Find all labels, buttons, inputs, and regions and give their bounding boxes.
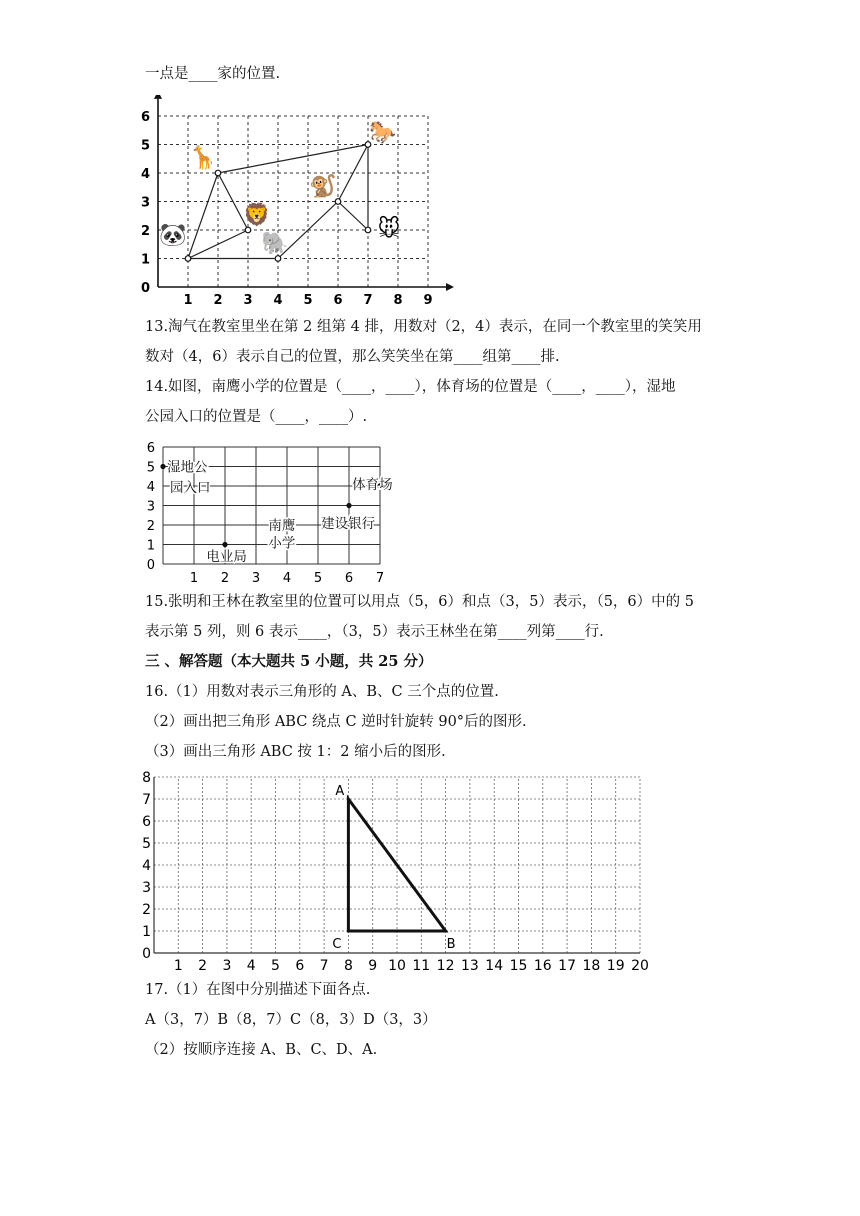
x-axis-arrow	[446, 283, 454, 291]
y-tick-label: 4	[140, 167, 150, 182]
y-tick-label: 2	[142, 902, 151, 918]
x-tick-label: 8	[343, 958, 353, 973]
x-tick-label: 16	[533, 958, 552, 973]
wetland-label-line1: 湿地公	[167, 459, 208, 476]
x-tick-label: 6	[333, 293, 343, 308]
x-tick-label: 7	[375, 571, 385, 586]
q13-line-1: 13.淘气在教室里坐在第 2 组第 4 排，用数对（2，4）表示，在同一个教室里的笑笑用	[145, 319, 702, 335]
x-tick-label: 1	[189, 571, 199, 586]
y-tick-label: 1	[140, 252, 150, 268]
x-tick-label: 7	[363, 293, 373, 308]
x-tick-label: 5	[303, 293, 313, 308]
x-tick-label: 20	[631, 958, 649, 973]
y-tick-label: 4	[146, 480, 155, 495]
y-tick-label: 3	[146, 499, 155, 515]
q17-line-3: （2）按顺序连接 A、B、C、D、A.	[145, 1042, 378, 1058]
y-tick-label: 8	[142, 770, 151, 786]
y-tick-label: 6	[140, 110, 150, 125]
x-tick-label: 4	[273, 293, 283, 308]
section-3-heading: 三 、解答题（本大题共 5 小题，共 25 分）	[145, 653, 433, 670]
map-point	[222, 542, 227, 547]
x-tick-label: 6	[344, 571, 354, 586]
x-tick-label: 3	[243, 293, 253, 308]
q12-tail-text: 一点是____家的位置.	[145, 66, 281, 82]
map-grid-svg	[140, 434, 400, 589]
y-tick-label: 2	[146, 519, 155, 534]
q13-line-2: 数对（4，6）表示自己的位置，那么笑笑坐在第____组第____排.	[145, 349, 560, 365]
y-tick-label: 5	[140, 138, 150, 154]
horse-icon: 🐎	[369, 120, 397, 146]
x-tick-label: 4	[282, 571, 292, 586]
q17-line-2: A（3，7）B（8，7）C（8，3）D（3，3）	[145, 1012, 437, 1028]
power-bureau-label: 电业局	[206, 549, 247, 566]
x-tick-label: 3	[251, 571, 261, 586]
x-tick-label: 18	[582, 958, 601, 973]
animal-grid-svg	[140, 95, 460, 310]
path-segment	[218, 145, 368, 174]
y-axis-arrow	[154, 95, 162, 99]
grid-point	[185, 256, 191, 262]
panda-icon: 🐼	[159, 222, 187, 248]
mouse-icon: 🐭	[377, 217, 401, 243]
giraffe-icon: 🦒	[189, 145, 217, 171]
x-tick-label: 2	[213, 293, 223, 308]
y-tick-label: 7	[142, 792, 151, 808]
bank-label: 建设银行	[321, 516, 376, 533]
school-label-line1: 南鹰	[268, 518, 296, 534]
y-tick-label: 0	[142, 946, 151, 962]
x-tick-label: 6	[295, 958, 305, 973]
y-tick-label: 2	[140, 224, 150, 239]
x-tick-label: 5	[271, 958, 280, 973]
x-tick-label: 19	[606, 958, 625, 973]
x-tick-label: 7	[319, 958, 329, 973]
vertex-a-label: A	[335, 784, 345, 799]
y-tick-label: 0	[140, 281, 150, 296]
path-segment	[188, 173, 218, 259]
school-label-line2: 小学	[268, 535, 296, 552]
y-tick-label: 0	[146, 558, 155, 573]
monkey-icon: 🐒	[309, 174, 337, 200]
x-tick-label: 14	[485, 958, 504, 973]
y-tick-label: 5	[146, 460, 155, 476]
q15-line-1: 15.张明和王林在教室里的位置可以用点（5，6）和点（3，5）表示，（5，6）中的 5	[145, 594, 694, 610]
grid-point	[335, 199, 341, 205]
path-segment	[338, 202, 368, 231]
map-grid-figure	[140, 434, 400, 589]
x-tick-label: 1	[183, 293, 193, 308]
x-tick-label: 9	[423, 293, 433, 308]
x-tick-label: 10	[388, 958, 406, 973]
elephant-icon: 🐘	[261, 231, 289, 257]
grid-point	[365, 227, 371, 233]
q16-line-3: （3）画出三角形 ABC 按 1：2 缩小后的图形.	[145, 744, 446, 760]
x-tick-label: 9	[368, 958, 378, 973]
x-tick-label: 5	[313, 571, 323, 586]
x-tick-label: 12	[436, 958, 455, 973]
map-point	[346, 503, 351, 508]
y-tick-label: 3	[142, 880, 151, 896]
y-tick-label: 6	[146, 441, 155, 456]
x-tick-label: 1	[173, 958, 183, 973]
map-point	[160, 464, 165, 469]
lion-icon: 🦁	[243, 202, 271, 228]
y-tick-label: 6	[142, 814, 151, 830]
x-tick-label: 2	[220, 571, 230, 586]
triangle-grid-svg	[140, 768, 655, 973]
y-tick-label: 1	[146, 538, 155, 554]
wetland-label-line2: 园入口	[170, 480, 211, 496]
q16-line-1: 16.（1）用数对表示三角形的 A、B、C 三个点的位置.	[145, 684, 499, 700]
x-tick-label: 17	[558, 958, 577, 973]
grid-point	[215, 170, 221, 176]
x-tick-label: 2	[198, 958, 208, 973]
animal-grid-figure	[140, 95, 460, 310]
q15-line-2: 表示第 5 列，则 6 表示____，（3，5）表示王林坐在第____列第____行.	[145, 624, 604, 640]
x-tick-label: 11	[412, 958, 431, 973]
vertex-c-label: C	[332, 937, 342, 952]
x-tick-label: 3	[222, 958, 232, 973]
y-tick-label: 4	[142, 858, 151, 874]
y-tick-label: 5	[142, 836, 151, 852]
q17-line-1: 17.（1）在图中分别描述下面各点.	[145, 982, 371, 998]
x-tick-label: 13	[460, 958, 479, 973]
y-tick-label: 3	[140, 195, 150, 211]
triangle-grid-figure	[140, 768, 655, 973]
x-tick-label: 4	[246, 958, 256, 973]
q14-line-2: 公园入口的位置是（____，____）.	[145, 409, 368, 425]
y-tick-label: 1	[142, 924, 151, 940]
grid-point	[245, 227, 251, 233]
x-tick-label: 15	[509, 958, 528, 973]
x-tick-label: 8	[393, 293, 403, 308]
grid-point	[275, 256, 281, 262]
q14-line-1: 14.如图，南鹰小学的位置是（____，____），体育场的位置是（____，____），湿地	[145, 379, 676, 395]
q16-line-2: （2）画出把三角形 ABC 绕点 C 逆时针旋转 90°后的图形.	[145, 714, 527, 730]
vertex-b-label: B	[446, 937, 456, 952]
stadium-label: 体育场	[352, 477, 393, 494]
